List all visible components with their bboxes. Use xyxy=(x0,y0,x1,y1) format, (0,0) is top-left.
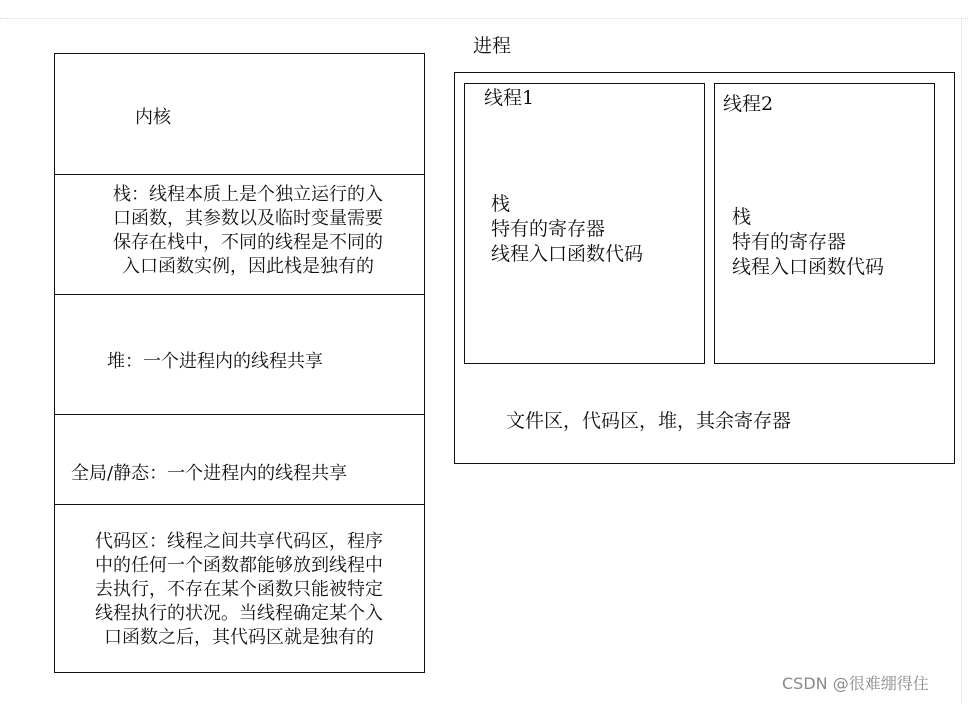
stack-line: 入口函数实例，因此栈是独有的 xyxy=(122,256,374,277)
right-divider xyxy=(961,18,962,704)
global-static-region xyxy=(55,415,424,505)
stack-region xyxy=(55,175,424,295)
stack-line: 保存在栈中，不同的线程是不同的 xyxy=(113,232,383,253)
kernel-label: 内核 xyxy=(135,107,171,128)
code-line: 去执行，不存在某个函数只能被特定 xyxy=(95,579,383,600)
code-line: 代码区：线程之间共享代码区，程序 xyxy=(95,531,383,552)
thread-detail-line: 线程入口函数代码 xyxy=(491,243,644,265)
code-line: 中的任何一个函数都能够放到线程中 xyxy=(95,555,383,576)
memory-layout-stack xyxy=(54,53,425,673)
global-static-label: 全局/静态：一个进程内的线程共享 xyxy=(71,463,348,484)
stack-description xyxy=(83,183,413,279)
thread-1-box xyxy=(464,83,705,364)
thread-detail-line: 栈 xyxy=(732,206,752,228)
kernel-region xyxy=(55,54,424,175)
thread-detail-line: 特有的寄存器 xyxy=(491,218,606,240)
top-divider xyxy=(0,18,968,19)
thread-2-title: 线程2 xyxy=(723,93,774,115)
code-line: 口函数之后，其代码区就是独有的 xyxy=(104,627,374,648)
process-label: 进程 xyxy=(473,35,512,57)
thread-1-details xyxy=(491,192,643,267)
stack-line: 口函数，其参数以及临时变量需要 xyxy=(113,208,383,229)
heap-label: 堆：一个进程内的线程共享 xyxy=(107,351,323,372)
thread-2-details xyxy=(732,205,884,280)
thread-detail-line: 线程入口函数代码 xyxy=(732,256,885,278)
process-box xyxy=(454,72,955,464)
watermark: CSDN @很难绷得住 xyxy=(782,674,929,693)
heap-region xyxy=(55,295,424,415)
stack-line: 栈：线程本质上是个独立运行的入 xyxy=(113,184,383,205)
thread-1-title: 线程1 xyxy=(484,87,535,109)
thread-2-box xyxy=(714,83,935,364)
shared-resources-label: 文件区，代码区，堆，其余寄存器 xyxy=(506,410,792,432)
code-line: 线程执行的状况。当线程确定某个入 xyxy=(95,603,383,624)
thread-detail-line: 栈 xyxy=(491,193,511,215)
code-description xyxy=(63,530,415,650)
code-region xyxy=(55,505,424,672)
thread-detail-line: 特有的寄存器 xyxy=(732,231,847,253)
